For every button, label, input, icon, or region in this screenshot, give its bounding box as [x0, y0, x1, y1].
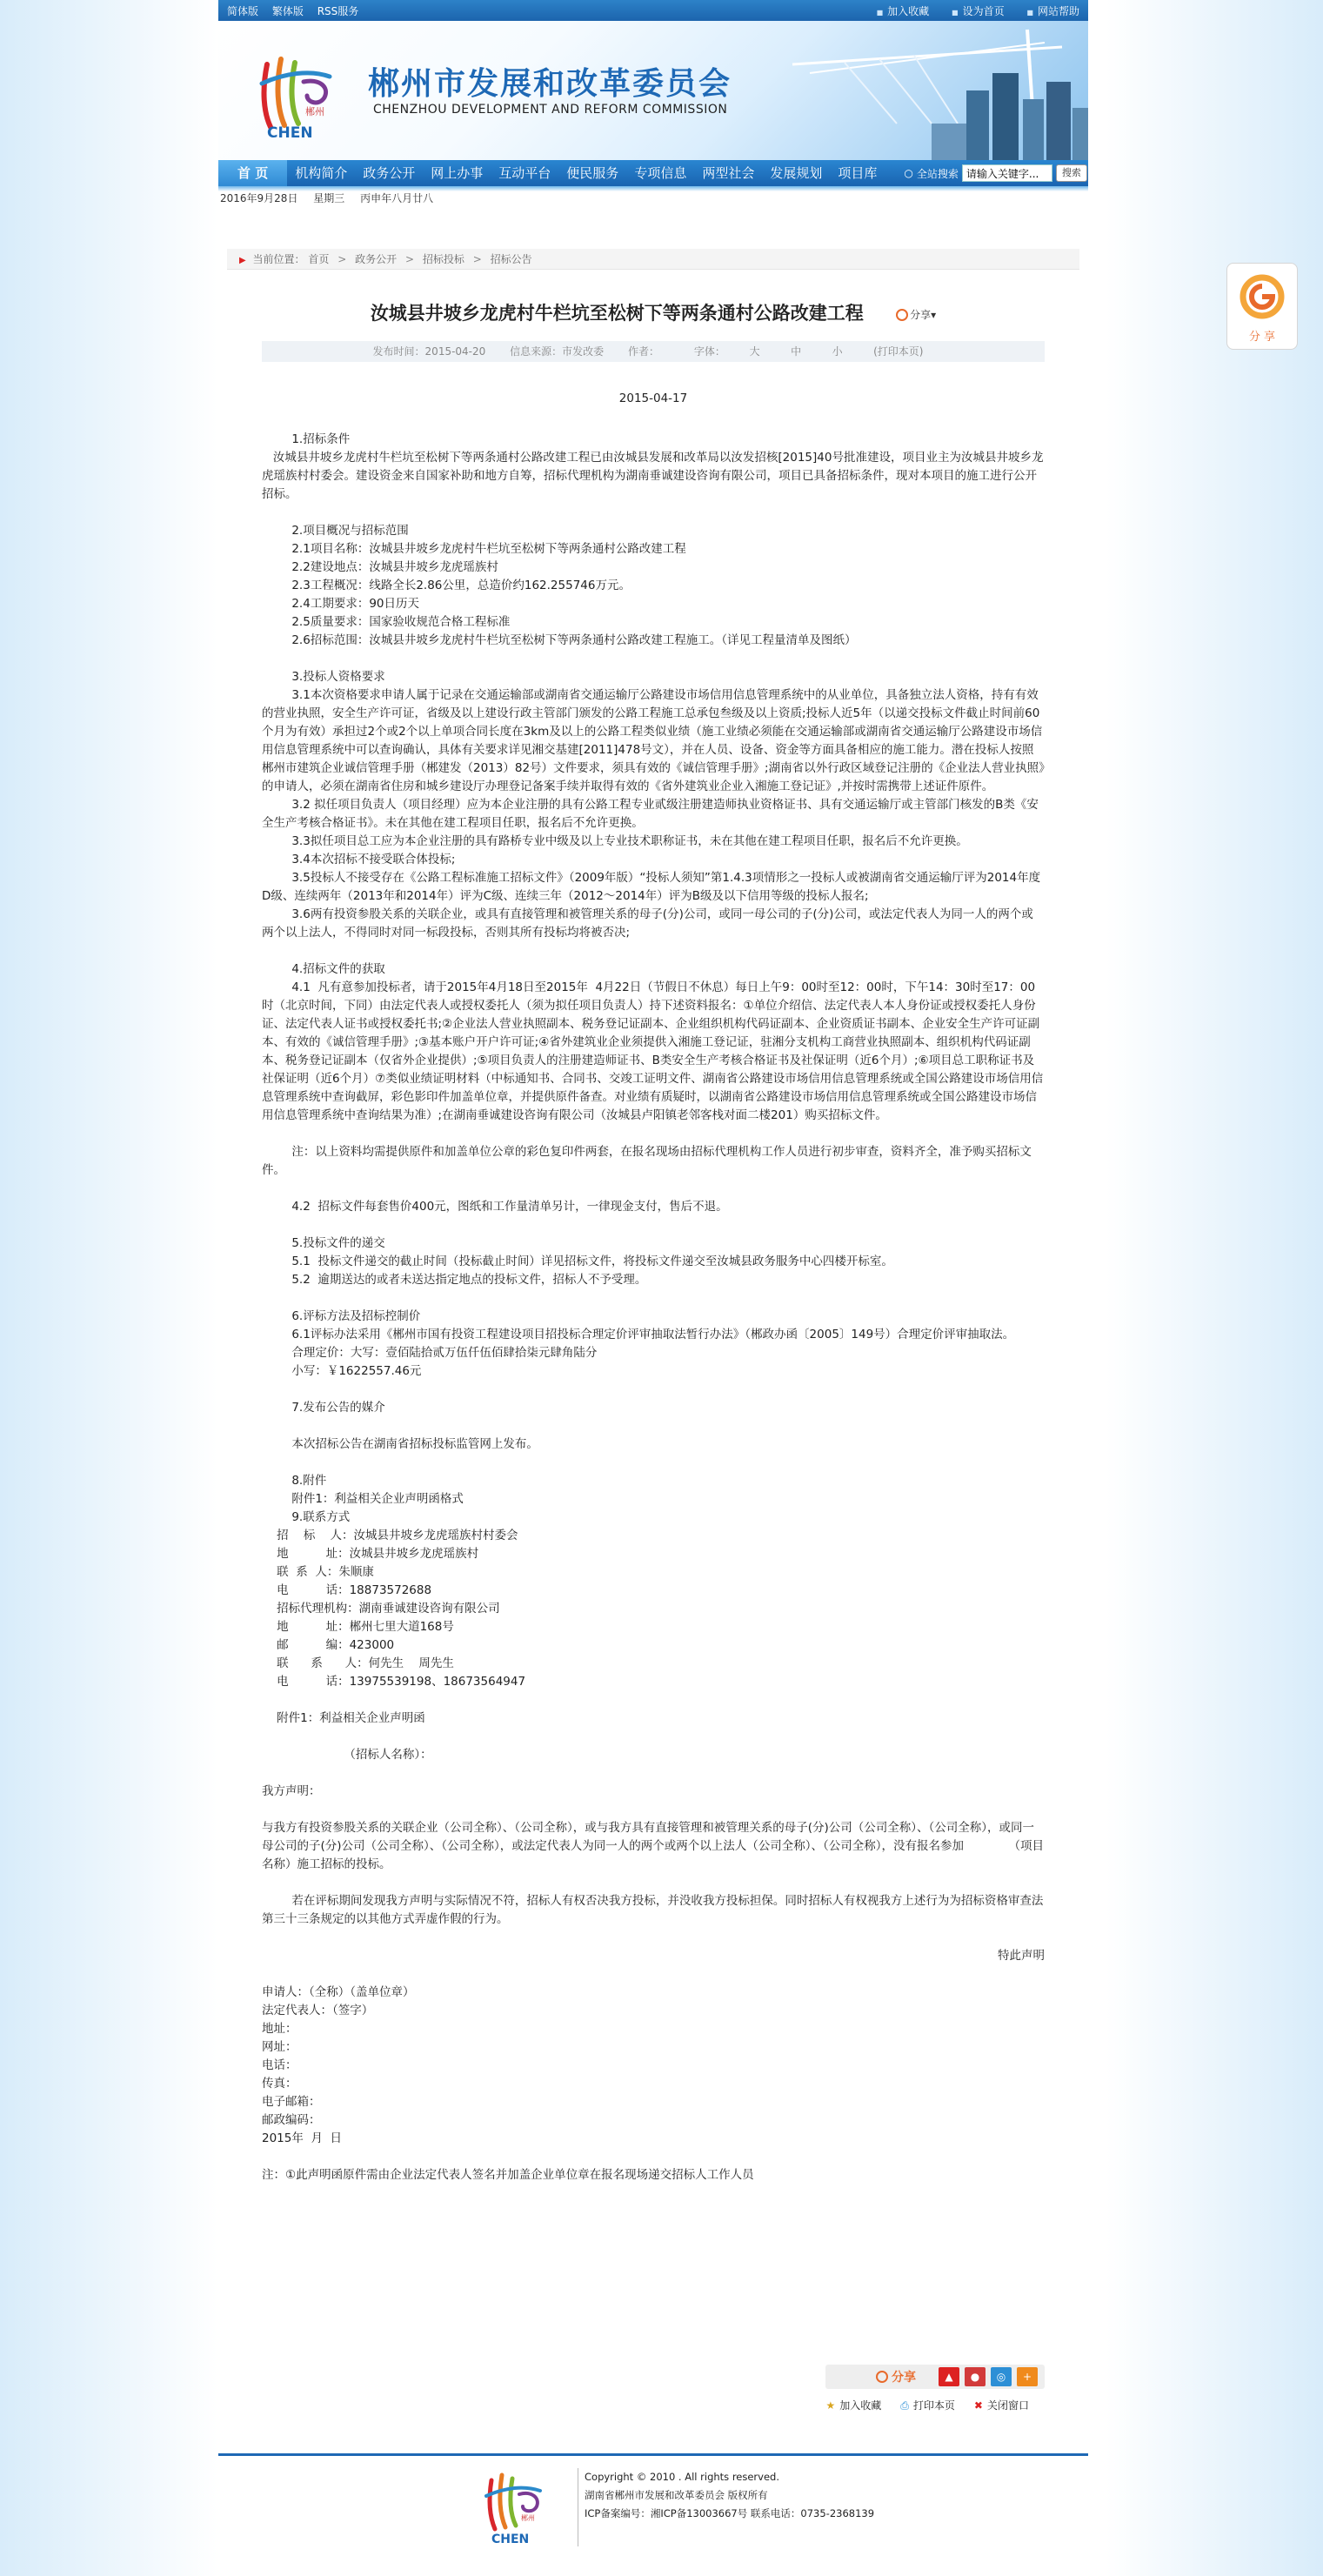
article-paragraph: 合理定价：大写：壹佰陆拾贰万伍仟伍佰肆拾柒元肆角陆分 — [262, 1346, 598, 1360]
article-paragraph: 7.发布公告的媒介 — [262, 1401, 385, 1415]
article-paragraph: 汝城县井坡乡龙虎村牛栏坑至松树下等两条通村公路改建工程已由汝城县发展和改革局以汝发招核[2015]40号批准建设，项目业主为汝城县井坡乡龙虎瑶族村村委会。建设资金来自国家补助和地方自筹，招标代理机构为湖南垂诚建设咨询有限公司，项目已具备招标条件，现对本项目的施工进行公开招标。 — [262, 451, 1044, 501]
search-button[interactable]: 搜索 — [1056, 164, 1087, 182]
nav-special-info[interactable]: 专项信息 — [634, 165, 687, 181]
article-paragraph: 3.6两有投资参股关系的关联企业，或具有直接管理和被管理关系的母子(分)公司，或同一母公司的子(分)公司，或法定代表人为同一人的两个或两个以上法人，不得同时对同一标段投标，否则其所有投标均将被否决; — [262, 907, 1033, 940]
article-paragraph: 我方声明： — [262, 1784, 321, 1798]
breadcrumb-bidding[interactable]: 招标投标 — [422, 253, 464, 265]
favorite-icon: ★ — [825, 2399, 836, 2412]
article-paragraph — [262, 1728, 1045, 1746]
article-paragraph: 8.附件 — [262, 1474, 327, 1488]
article-paragraph: 邮 编：423000 — [262, 1638, 395, 1652]
breadcrumb-arrow-icon: ▶ — [239, 256, 246, 265]
rss-link[interactable]: RSS服务 — [317, 4, 359, 17]
logo-city-text: 郴州 — [305, 106, 324, 117]
top-utility-bar — [218, 0, 1088, 21]
article-paragraph: 2.1项目名称：汝城县井坡乡龙虎村牛栏坑至松树下等两条通村公路改建工程 — [262, 542, 686, 556]
lunar-date: 丙申年八月廿八 — [360, 192, 434, 204]
site-footer — [218, 2453, 1088, 2576]
print-label: 打印本页 — [912, 2399, 955, 2412]
article-paragraph: 4.招标文件的获取 — [262, 962, 385, 976]
footer-copyright: Copyright © 2010 . All rights reserved. — [585, 2471, 779, 2483]
print-icon: ⎙ — [900, 2399, 909, 2412]
nav-development-planning[interactable]: 发展规划 — [770, 165, 823, 181]
article-paragraph — [262, 1801, 1045, 1819]
font-large-button[interactable]: 大 — [749, 345, 760, 358]
breadcrumb-separator-icon: > — [404, 253, 415, 265]
article-paragraph — [262, 504, 1045, 522]
article-paragraph: 地 址：郴州七里大道168号 — [262, 1620, 454, 1634]
nav-public-services[interactable]: 便民服务 — [566, 165, 619, 181]
article-paragraph: 附件1：利益相关企业声明函 — [262, 1711, 425, 1725]
search-label: 全站搜索 — [916, 167, 959, 180]
search-icon: ○ — [904, 167, 913, 179]
add-favorite-link[interactable]: ■ 加入收藏 — [877, 5, 930, 17]
nav-two-oriented-society[interactable]: 两型社会 — [702, 165, 755, 181]
breadcrumb-prefix: 当前位置： — [252, 253, 305, 265]
article-paragraph: 传真： — [262, 2077, 297, 2091]
article-paragraph: 电子邮箱： — [262, 2095, 321, 2109]
article-paragraph — [262, 2148, 1045, 2166]
add-favorite-tool[interactable] — [826, 2398, 882, 2412]
article-paragraph: 申请人：（全称）（盖单位章） — [262, 1985, 415, 1999]
article-meta — [262, 341, 1045, 362]
pdf-share-icon[interactable]: ▲ — [939, 2367, 959, 2386]
nav-government-affairs[interactable]: 政务公开 — [363, 165, 416, 181]
article-paragraph — [262, 650, 1045, 668]
article-date: 2015-04-17 — [618, 391, 688, 405]
article-paragraph: 若在评标期间发现我方声明与实际情况不符，招标人有权否决我方投标，并没收我方投标担保。同时招标人有权视我方上述行为为招标资格审查法第三十三条规定的以其他方式弄虚作假的行为。 — [262, 1894, 1044, 1926]
top-links-left — [227, 3, 369, 18]
breadcrumb — [227, 249, 1079, 270]
article-paragraph: 地址： — [262, 2022, 297, 2036]
close-window-label: 关闭窗口 — [986, 2399, 1029, 2412]
article-paragraph: 2.5质量要求：国家验收规范合格工程标准 — [262, 615, 511, 629]
article-paragraph — [262, 1929, 1045, 1947]
nav-online-services[interactable]: 网上办事 — [431, 165, 484, 181]
search-input[interactable] — [962, 164, 1052, 182]
footer-icp: ICP备案编号：湘ICP备13003667号 联系电话：0735-2368139 — [585, 2507, 875, 2519]
article-paragraph: 4.2 招标文件每套售价400元，图纸和工作量清单另计，一律现金支付，售后不退。 — [262, 1200, 728, 1214]
article-title: 汝城县井坡乡龙虎村牛栏坑至松树下等两条通村公路改建工程 — [370, 303, 864, 324]
breadcrumb-home[interactable]: 首页 — [308, 253, 330, 265]
article-tools — [807, 2398, 1029, 2412]
article-paragraph: 邮政编码： — [262, 2113, 321, 2127]
close-window-tool[interactable] — [974, 2398, 1029, 2412]
article-paragraph: 3.2 拟任项目负责人（项目经理）应为本企业注册的具有公路工程专业贰级注册建造师执业资格证书、具有交通运输厅或主管部门核发的B类《安全生产考核合格证书》。未在其他在建工程项目任职，报名后不允许更换。 — [262, 798, 1039, 830]
article-paragraph: 5.2 逾期送达的或者未送达指定地点的投标文件，招标人不予受理。 — [262, 1273, 647, 1287]
floating-share-widget[interactable] — [1226, 263, 1298, 350]
print-page-link[interactable]: (打印本页) — [873, 345, 924, 358]
article-paragraph: 附件1：利益相关企业声明函格式 — [262, 1492, 464, 1506]
article-paragraph: 4.1 凡有意参加投标者，请于2015年4月18日至2015年 4月22日（节假日不休息）每日上午9：00时至12：00时，下午14：30时至17：00时（北京时间，下同）由法定代表人或授权委托人（须为拟任项目负责人）持下述资料报名：①单位介绍信、法定代表人本人身份证或授权委托人身份证、法定代表人证书或授权委托书;②企业法人营业执照副本、税务登记证副本、企业组织机构代码证副本、企业资质证书副本、企业安全生产许可证副本、有效的《诚信管理手册》;③基本账户开户许可证;④省外建筑业企业须提供入湘施工登记证，驻湘分支机构工商营业执照副本、组织机构代码证副本、税务登记证副本（仅省外企业提供）;⑤项目负责人的注册建造师证书、B类安全生产考核合格证书及社保证明（近6个月）;⑥项目总工职称证书及社保证明（近6个月）⑦类似业绩证明材料（中标通知书、合同书、交竣工证明文件、湖南省公路建设市场信用信息管理系统或全国公路建设市场信用信息管理系统中查询截屏，彩色影印件加盖单位章，并提供原件备查。对业绩有质疑时，以湖南省公路建设市场信用信息管理系统或全国公路建设市场信用信息管理系统中查询结果为准）;在湖南垂诚建设咨询有限公司（汝城县卢阳镇老邻客栈对面二楼201）购买招标文件。 — [262, 980, 1044, 1122]
article-paragraph: 6.评标方法及招标控制价 — [262, 1309, 421, 1323]
page-background-left — [0, 0, 217, 2576]
font-size-control — [684, 345, 934, 358]
article-paragraph: 注：以上资料均需提供原件和加盖单位公章的彩色复印件两套，在报名现场由招标代理机构工作人员进行初步审查，资料齐全，准予购买招标文件。 — [262, 1145, 1032, 1177]
article-paragraph: 与我方有投资参股关系的关联企业（公司全称）、（公司全称），或与我方具有直接管理和被管理关系的母子(分)公司（公司全称）、（公司全称），或同一母公司的子(分)公司（公司全称）、（公司全称），或法定代表人为同一人的两个或两个以上法人（公司全称）、（公司全称），没有报名参加 （项目名称）施工招标的投标。 — [262, 1821, 1045, 1871]
article-paragraph: 特此声明 — [998, 1949, 1045, 1963]
publish-time: 发布时间：2015-04-20 — [372, 345, 486, 358]
breadcrumb-separator-icon: > — [337, 253, 347, 265]
article-paragraph: （招标人名称）： — [262, 1748, 432, 1762]
chevron-down-icon: ▾ — [931, 308, 937, 321]
main-navigation — [218, 160, 1088, 186]
share-bar-text: 分享 — [892, 2371, 916, 2385]
breadcrumb-government-affairs[interactable]: 政务公开 — [355, 253, 398, 265]
footer-logo-city-text: 郴州 — [521, 2514, 535, 2522]
article-paragraph: 招 标 人：汝城县井坡乡龙虎瑶族村村委会 — [262, 1529, 518, 1542]
breadcrumb-separator-icon: > — [472, 253, 482, 265]
floating-share-label: 分 享 — [1248, 331, 1276, 344]
site-subtitle: CHENZHOU DEVELOPMENT AND REFORM COMMISSION — [373, 103, 728, 117]
font-small-button[interactable]: 小 — [832, 345, 843, 358]
site-logo[interactable] — [250, 47, 345, 143]
article-paragraph: 地 址：汝城县井坡乡龙虎瑶族村 — [262, 1547, 479, 1561]
header-banner — [218, 21, 1088, 160]
article-paragraph — [262, 1764, 1045, 1783]
article-paragraph: 电 话：13975539198、18673564947 — [262, 1675, 526, 1689]
article-paragraph: 注：①此声明函原件需由企业法定代表人签名并加盖企业单位章在报名现场递交招标人工作人员 — [262, 2168, 754, 2182]
article-paragraph — [262, 1381, 1045, 1399]
article-paragraph: 3.5投标人不接受存在《公路工程标准施工招标文件》（2009年版）“投标人须知”第1.4.3项情形之一投标人或被湖南省交通运输厅评为2014年度D级、连续两年（2013年和2014年）评为C级、连续三年（2012～2014年）评为B级及以下信用等级的投标人报名; — [262, 871, 1041, 903]
article-paragraphs — [262, 431, 1045, 2185]
share-dropdown[interactable] — [896, 307, 936, 322]
article-paragraph: 2.2建设地点：汝城县井坡乡龙虎瑶族村 — [262, 560, 498, 574]
article-paragraph: 小写：￥1622557.46元 — [262, 1364, 422, 1378]
site-search — [904, 164, 1087, 182]
site-title: 郴州市发展和改革委员会 — [368, 65, 732, 102]
article-paragraph: 2015年 月 日 — [262, 2131, 343, 2145]
article-paragraph: 9.联系方式 — [262, 1510, 351, 1524]
article-paragraph: 招标代理机构：湖南垂诚建设咨询有限公司 — [262, 1602, 500, 1616]
info-source: 信息来源：市发改委 — [510, 345, 605, 358]
article-paragraph: 1.招标条件 — [262, 432, 351, 446]
article-paragraph: 3.3拟任项目总工应为本企业注册的具有路桥专业中级及以上专业技术职称证书，未在其他在建工程项目任职，报名后不允许更换。 — [262, 834, 968, 848]
page-background-right — [1106, 0, 1323, 2576]
add-favorite-label: 加入收藏 — [839, 2399, 882, 2412]
article-paragraph — [262, 942, 1045, 960]
more-share-icon[interactable]: + — [1017, 2367, 1038, 2386]
share-logo-icon — [876, 2371, 888, 2383]
article-paragraph: 2.3工程概况：线路全长2.86公里，总造价约162.255746万元。 — [262, 579, 631, 592]
article-paragraph: 3.1本次资格要求申请人属于记录在交通运输部或湖南省交通运输厅公路建设市场信用信息管理系统中的从业单位，具备独立法人资格，持有有效的营业执照，安全生产许可证，省级及以上建设行政主管部门颁发的公路工程施工总承包叁级及以上资质;投标人近5年（以递交投标文件截止时间前60个月为有效）承担过2个或2个以上单项合同长度在3km及以上的公路工程类似业绩（施工业绩必须能在交通运输部或湖南省交通运输厅公路建设市场信用信息管理系统中可以查询确认，具体有关要求详见湘交基建[2011]478号文），并在人员、设备、资金等方面具备相应的施工能力。潜在投标人按照郴州市建筑企业诚信管理手册（郴建发（2013）82号）文件要求，须具有效的《诚信管理手册》;湖南省以外行政区域登记注册的《企业法人营业执照》的申请人，必须在湖南省住房和城乡建设厅办理登记备案手续并取得有效的《省外建筑业企业入湘施工登记证》,并按时需携带上述证件原件。 — [262, 688, 1045, 793]
footer-logo-chen-text: CHEN — [491, 2533, 530, 2546]
share-bar-label[interactable] — [876, 2368, 916, 2385]
site-help-link[interactable]: ■ 网站帮助 — [1026, 5, 1079, 17]
breadcrumb-bid-announcement[interactable]: 招标公告 — [490, 253, 532, 265]
font-size-label: 字体： — [693, 345, 725, 358]
share-bar — [825, 2365, 1045, 2389]
set-homepage-link[interactable]: ■ 设为首页 — [952, 5, 1005, 17]
article-paragraph — [262, 1180, 1045, 1198]
article-paragraph: 5.投标文件的递交 — [262, 1236, 385, 1250]
article-paragraph — [262, 1691, 1045, 1710]
city-skyline-illustration — [775, 21, 1088, 160]
article-paragraph: 联 系 人：朱顺康 — [262, 1565, 374, 1579]
article-paragraph — [262, 1965, 1045, 1984]
nav-about[interactable]: 机构简介 — [295, 165, 348, 181]
article-paragraph: 2.6招标范围：汝城县井坡乡龙虎村牛栏坑至松树下等两条通村公路改建工程施工。（详见工程量清单及图纸） — [262, 633, 857, 647]
nav-project-library[interactable]: 项目库 — [838, 165, 878, 181]
article-paragraph: 本次招标公告在湖南省招标投标监管网上发布。 — [262, 1437, 538, 1451]
article-paragraph — [262, 1216, 1045, 1234]
qq-share-icon[interactable]: ◎ — [991, 2367, 1012, 2386]
page-container — [218, 0, 1088, 2576]
article-paragraph: 3.投标人资格要求 — [262, 670, 385, 684]
footer-text — [585, 2468, 874, 2523]
footer-logo — [479, 2463, 549, 2550]
date-bar — [218, 191, 1088, 211]
font-medium-button[interactable]: 中 — [791, 345, 802, 358]
share-logo-icon — [896, 309, 908, 321]
close-icon: ✖ — [973, 2399, 983, 2412]
logo-chen-text: CHEN — [267, 124, 313, 142]
article-paragraph — [262, 1289, 1045, 1308]
article-paragraph: 6.1评标办法采用《郴州市国有投资工程建设项目招投标合理定价评审抽取法暂行办法》（郴政办函〔2005〕149号）合理定价评审抽取法。 — [262, 1328, 1015, 1342]
current-date: 2016年9月28日 — [220, 192, 298, 204]
print-tool[interactable] — [900, 2398, 955, 2412]
article-content — [262, 390, 1045, 2185]
article-paragraph: 法定代表人：（签字） — [262, 2004, 374, 2017]
article-paragraph: 2.项目概况与招标范围 — [262, 524, 409, 538]
article-paragraph: 电话： — [262, 2058, 297, 2072]
traditional-chinese-link[interactable]: 繁体版 — [271, 4, 304, 17]
article-title-row — [218, 299, 1088, 325]
article-paragraph: 5.1 投标文件递交的截止时间（投标截止时间）详见招标文件，将投标文件递交至汝城县政务服务中心四楼开标室。 — [262, 1255, 893, 1268]
weibo-share-icon[interactable]: ● — [965, 2367, 986, 2386]
article-paragraph — [262, 1417, 1045, 1435]
current-weekday: 星期三 — [313, 192, 345, 204]
nav-home[interactable]: 首 页 — [218, 160, 287, 186]
article-paragraph: 3.4本次招标不接受联合体投标; — [262, 853, 456, 866]
article-paragraph: 联 系 人：何先生 周先生 — [262, 1656, 454, 1670]
nav-interaction[interactable]: 互动平台 — [498, 165, 551, 181]
footer-owner: 湖南省郴州市发展和改革委员会 版权所有 — [585, 2489, 768, 2501]
share-logo-icon — [1236, 271, 1288, 323]
article-paragraph — [262, 1125, 1045, 1143]
article-paragraph: 2.4工期要求：90日历天 — [262, 597, 419, 611]
article-paragraph — [262, 1874, 1045, 1892]
share-dropdown-label: 分享 — [910, 308, 932, 321]
article-paragraph: 电 话：18873572688 — [262, 1583, 432, 1597]
article-paragraph: 网址： — [262, 2040, 297, 2054]
simplified-chinese-link[interactable]: 简体版 — [227, 4, 259, 17]
top-links-right — [858, 3, 1079, 18]
article-paragraph — [262, 1454, 1045, 1472]
author: 作者： — [627, 345, 659, 358]
